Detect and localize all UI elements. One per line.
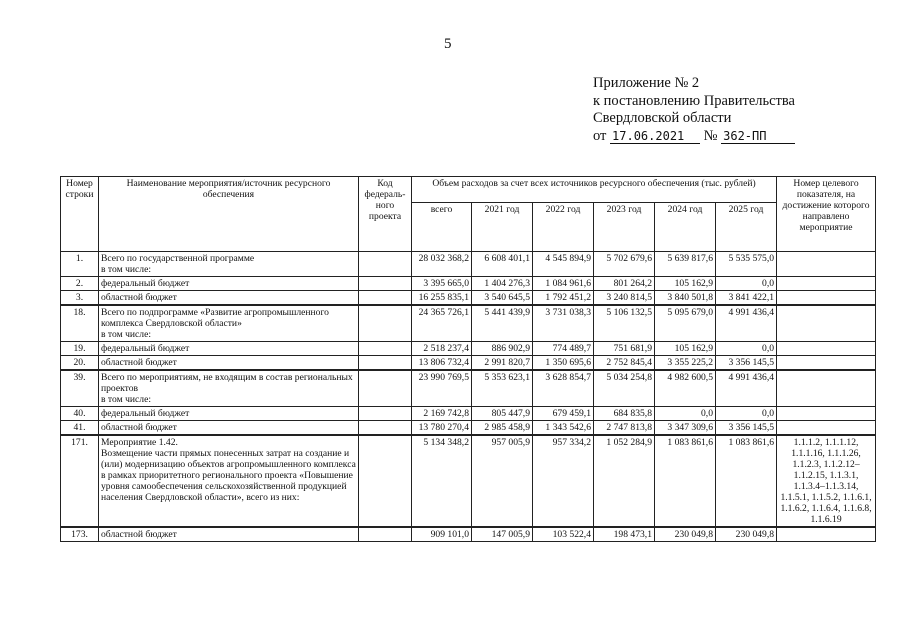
cell-2021: 2 991 820,7 <box>472 356 533 371</box>
number-label: № <box>703 127 718 144</box>
table-row <box>61 407 876 421</box>
cell-2022: 679 459,1 <box>533 407 594 421</box>
cell-2025: 3 356 145,5 <box>716 421 777 436</box>
cell-2024: 3 355 225,2 <box>655 356 716 371</box>
header-target: Номер целевого показателя, на достижение которого направлено мероприятие <box>777 177 876 252</box>
cell-federal-code <box>359 252 412 277</box>
cell-total: 23 990 769,5 <box>412 370 472 407</box>
cell-total: 13 806 732,4 <box>412 356 472 371</box>
cell-name: федеральный бюджет <box>99 407 359 421</box>
cell-total: 2 518 237,4 <box>412 342 472 356</box>
cell-2024: 230 049,8 <box>655 527 716 542</box>
cell-2021: 957 005,9 <box>472 435 533 527</box>
cell-2022: 1 343 542,6 <box>533 421 594 436</box>
cell-2024: 5 639 817,6 <box>655 252 716 277</box>
cell-row-number: 19. <box>61 342 99 356</box>
cell-total: 16 255 835,1 <box>412 291 472 306</box>
cell-total: 28 032 368,2 <box>412 252 472 277</box>
cell-federal-code <box>359 407 412 421</box>
cell-2025: 0,0 <box>716 277 777 291</box>
table-row <box>61 370 876 407</box>
cell-2021: 3 540 645,5 <box>472 291 533 306</box>
cell-target <box>777 277 876 291</box>
cell-target <box>777 370 876 407</box>
appendix-title: Приложение № 2 <box>593 75 700 91</box>
cell-row-number: 173. <box>61 527 99 542</box>
cell-row-number: 20. <box>61 356 99 371</box>
appendix-region: Свердловской области <box>593 110 732 126</box>
cell-2024: 3 840 501,8 <box>655 291 716 306</box>
cell-name: областной бюджет <box>99 356 359 371</box>
cell-2024: 5 095 679,0 <box>655 305 716 342</box>
header-2024: 2024 год <box>655 203 716 252</box>
table-row <box>61 277 876 291</box>
appendix-resolution: к постановлению Правительства <box>593 92 795 109</box>
cell-2025: 3 356 145,5 <box>716 356 777 371</box>
cell-2023: 1 052 284,9 <box>594 435 655 527</box>
table-header <box>61 177 876 252</box>
cell-federal-code <box>359 356 412 371</box>
header-total: всего <box>412 203 472 252</box>
cell-total: 5 134 348,2 <box>412 435 472 527</box>
cell-federal-code <box>359 421 412 436</box>
cell-federal-code <box>359 291 412 306</box>
cell-target <box>777 356 876 371</box>
header-row-number: Номер строки <box>61 177 99 252</box>
cell-2023: 751 681,9 <box>594 342 655 356</box>
cell-2025: 4 991 436,4 <box>716 305 777 342</box>
cell-total: 3 395 665,0 <box>412 277 472 291</box>
cell-row-number: 40. <box>61 407 99 421</box>
header-federal-code: Код федераль-ного проекта <box>359 177 412 252</box>
cell-2024: 105 162,9 <box>655 342 716 356</box>
cell-target <box>777 407 876 421</box>
table-row <box>61 356 876 371</box>
cell-2022: 103 522,4 <box>533 527 594 542</box>
table-row <box>61 291 876 306</box>
cell-2024: 0,0 <box>655 407 716 421</box>
cell-name: Мероприятие 1.42. Возмещение части прямых понесенных затрат на создание и (или) модернизацию объектов агропромышленного комплекса в рамках приоритетного регионального проекта «Повышение уровня самообеспечения сельскохозяйственной продукцией населения Свердловской области», всего из них: <box>99 435 359 527</box>
cell-2025: 5 535 575,0 <box>716 252 777 277</box>
cell-target: 1.1.1.2, 1.1.1.12, 1.1.1.16, 1.1.1.26, 1.1.2.3, 1.1.2.12–1.1.2.15, 1.1.3.1, 1.1.3.4–1.1.3.14, 1.1.5.1, 1.1.5.2, 1.1.6.1, 1.1.6.2, 1.1.6.4, 1.1.6.8, 1.1.6.19 <box>777 435 876 527</box>
cell-name: областной бюджет <box>99 527 359 542</box>
table-row <box>61 421 876 436</box>
cell-target <box>777 305 876 342</box>
table-row <box>61 252 876 277</box>
cell-row-number: 3. <box>61 291 99 306</box>
cell-row-number: 41. <box>61 421 99 436</box>
cell-name: федеральный бюджет <box>99 277 359 291</box>
cell-federal-code <box>359 370 412 407</box>
header-2023: 2023 год <box>594 203 655 252</box>
cell-2023: 3 240 814,5 <box>594 291 655 306</box>
cell-2021: 5 441 439,9 <box>472 305 533 342</box>
cell-2024: 1 083 861,6 <box>655 435 716 527</box>
table-body <box>61 252 876 542</box>
cell-2023: 801 264,2 <box>594 277 655 291</box>
expenses-table <box>60 176 876 542</box>
cell-row-number: 1. <box>61 252 99 277</box>
cell-2024: 4 982 600,5 <box>655 370 716 407</box>
cell-name: Всего по мероприятиям, не входящим в состав региональных проектов в том числе: <box>99 370 359 407</box>
appendix-block <box>593 75 795 145</box>
cell-2024: 3 347 309,6 <box>655 421 716 436</box>
resolution-date: 17.06.2021 <box>610 130 700 144</box>
cell-2022: 957 334,2 <box>533 435 594 527</box>
table-row <box>61 342 876 356</box>
cell-row-number: 39. <box>61 370 99 407</box>
cell-2021: 5 353 623,1 <box>472 370 533 407</box>
cell-federal-code <box>359 435 412 527</box>
header-name: Наименование мероприятия/источник ресурсного обеспечения <box>99 177 359 252</box>
cell-2022: 1 792 451,2 <box>533 291 594 306</box>
cell-2022: 4 545 894,9 <box>533 252 594 277</box>
table-row <box>61 527 876 542</box>
cell-2021: 886 902,9 <box>472 342 533 356</box>
table-row <box>61 435 876 527</box>
cell-2025: 4 991 436,4 <box>716 370 777 407</box>
cell-target <box>777 421 876 436</box>
cell-total: 13 780 270,4 <box>412 421 472 436</box>
cell-2021: 147 005,9 <box>472 527 533 542</box>
header-expenses: Объем расходов за счет всех источников ресурсного обеспечения (тыс. рублей) <box>412 177 777 203</box>
cell-total: 2 169 742,8 <box>412 407 472 421</box>
header-2022: 2022 год <box>533 203 594 252</box>
cell-2023: 5 106 132,5 <box>594 305 655 342</box>
cell-target <box>777 342 876 356</box>
cell-2025: 0,0 <box>716 407 777 421</box>
cell-2022: 774 489,7 <box>533 342 594 356</box>
cell-2025: 0,0 <box>716 342 777 356</box>
appendix-date-line <box>593 128 795 146</box>
from-label: от <box>593 127 607 144</box>
cell-2022: 3 731 038,3 <box>533 305 594 342</box>
cell-2021: 6 608 401,1 <box>472 252 533 277</box>
cell-name: Всего по государственной программе в том числе: <box>99 252 359 277</box>
cell-name: Всего по подпрограмме «Развитие агропромышленного комплекса Свердловской области» в том числе: <box>99 305 359 342</box>
cell-2023: 198 473,1 <box>594 527 655 542</box>
cell-name: областной бюджет <box>99 291 359 306</box>
cell-2021: 2 985 458,9 <box>472 421 533 436</box>
cell-target <box>777 252 876 277</box>
cell-federal-code <box>359 277 412 291</box>
cell-target <box>777 291 876 306</box>
cell-2023: 2 747 813,8 <box>594 421 655 436</box>
cell-total: 909 101,0 <box>412 527 472 542</box>
cell-name: федеральный бюджет <box>99 342 359 356</box>
cell-2025: 3 841 422,1 <box>716 291 777 306</box>
cell-federal-code <box>359 342 412 356</box>
cell-2022: 1 350 695,6 <box>533 356 594 371</box>
cell-row-number: 2. <box>61 277 99 291</box>
cell-2025: 1 083 861,6 <box>716 435 777 527</box>
cell-2023: 5 702 679,6 <box>594 252 655 277</box>
cell-2025: 230 049,8 <box>716 527 777 542</box>
cell-target <box>777 527 876 542</box>
cell-2022: 1 084 961,6 <box>533 277 594 291</box>
page-number: 5 <box>444 36 452 52</box>
cell-row-number: 18. <box>61 305 99 342</box>
resolution-number: 362-ПП <box>721 130 795 144</box>
cell-row-number: 171. <box>61 435 99 527</box>
cell-2023: 5 034 254,8 <box>594 370 655 407</box>
cell-2021: 1 404 276,3 <box>472 277 533 291</box>
cell-2021: 805 447,9 <box>472 407 533 421</box>
cell-2024: 105 162,9 <box>655 277 716 291</box>
cell-name: областной бюджет <box>99 421 359 436</box>
cell-2023: 684 835,8 <box>594 407 655 421</box>
cell-total: 24 365 726,1 <box>412 305 472 342</box>
header-2025: 2025 год <box>716 203 777 252</box>
cell-2022: 3 628 854,7 <box>533 370 594 407</box>
cell-2023: 2 752 845,4 <box>594 356 655 371</box>
cell-federal-code <box>359 527 412 542</box>
table-row <box>61 305 876 342</box>
cell-federal-code <box>359 305 412 342</box>
header-2021: 2021 год <box>472 203 533 252</box>
